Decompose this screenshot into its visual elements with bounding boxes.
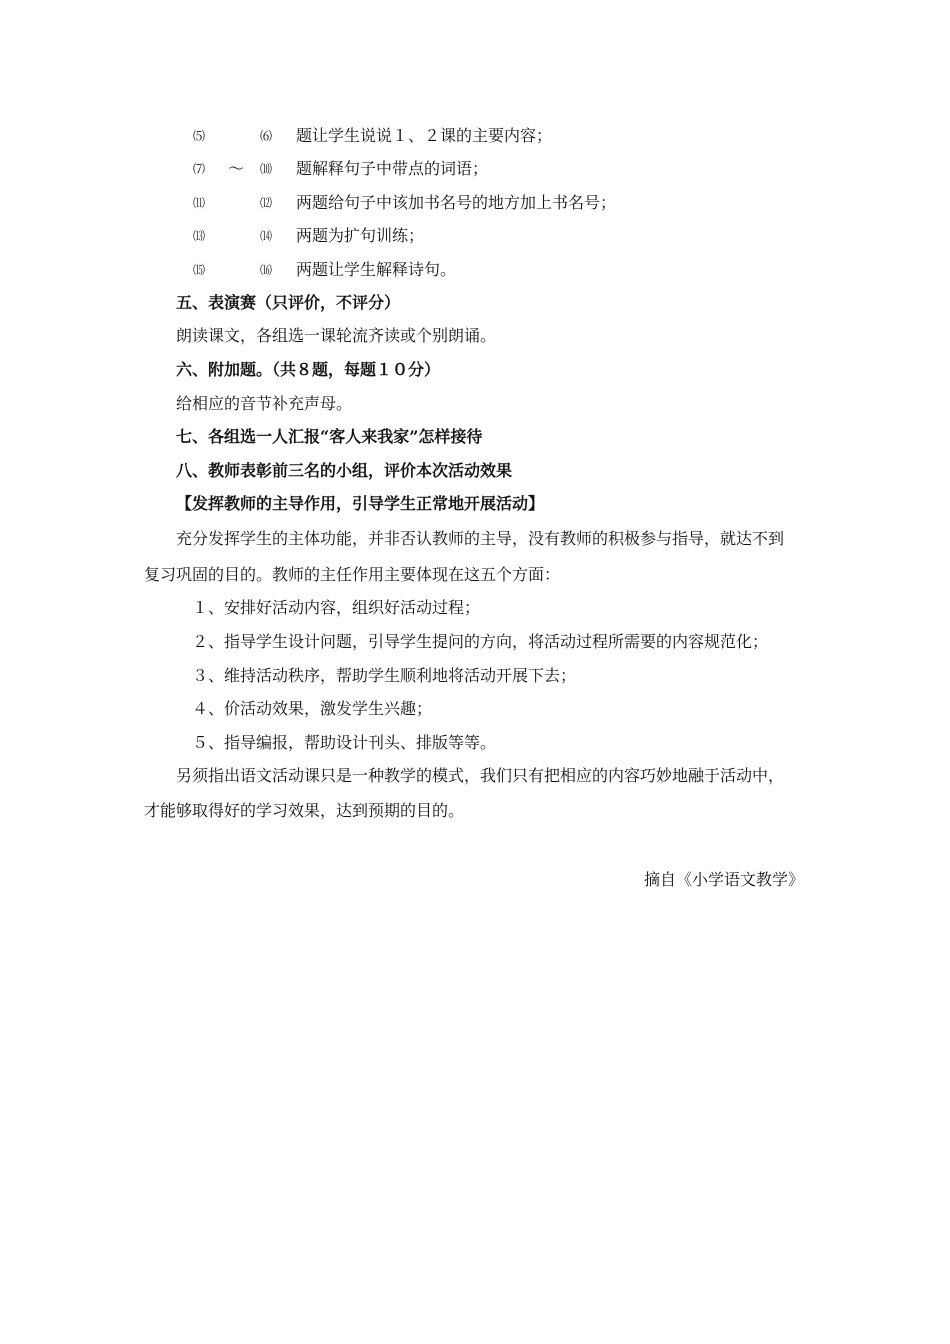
item-text: 两题给句子中该加书名号的地方加上书名号； [296, 193, 617, 212]
item-number-start: ⑺ [193, 162, 206, 176]
section-seven-heading: 七、各组选一人汇报“客人来我家”怎样接待 [176, 427, 483, 446]
item-number-end: ⒃ [260, 263, 273, 277]
item-number-end: ⑿ [260, 196, 273, 210]
list-item: ４、价活动效果，激发学生兴趣； [192, 699, 433, 718]
section-five-body: 朗读课文，各组选一课轮流齐读或个别朗诵。 [176, 326, 497, 345]
paragraph-line: 充分发挥学生的主体功能，并非否认教师的主导，没有教师的积极参与指导，就达不到 [176, 529, 785, 548]
item-number-start: ⒀ [193, 229, 206, 243]
item-number-start: ⑸ [193, 129, 206, 143]
item-number-start: ⒂ [193, 263, 206, 277]
list-item: １、安排好活动内容，组织好活动过程； [192, 598, 481, 617]
list-item: ５、指导编报，帮助设计刊头、排版等等。 [192, 733, 497, 752]
bracket-heading: 【发挥教师的主导作用，引导学生正常地开展活动】 [176, 494, 545, 513]
paragraph-line: 另须指出语文活动课只是一种教学的模式，我们只有把相应的内容巧妙地融于活动中， [176, 766, 785, 785]
item-text: 两题让学生解释诗句。 [296, 260, 457, 279]
paragraph-line: 复习巩固的目的。教师的主任作用主要体现在这五个方面： [144, 565, 561, 584]
item-number-end: ⑹ [260, 129, 273, 143]
section-six-body: 给相应的音节补充声母。 [176, 394, 353, 413]
list-item: ３、维持活动秩序，帮助学生顺利地将活动开展下去； [192, 666, 577, 685]
range-separator: ～ [228, 159, 245, 178]
item-text: 题解释句子中带点的词语； [296, 159, 489, 178]
item-text: 两题为扩句训练； [296, 226, 425, 245]
item-text: 题让学生说说１、２课的主要内容； [296, 126, 553, 145]
section-five-heading: 五、表演赛（只评价，不评分） [176, 293, 401, 312]
item-number-end: ⑽ [260, 162, 273, 176]
section-six-heading: 六、附加题。（共８题，每题１０分） [176, 360, 441, 379]
paragraph-line: 才能够取得好的学习效果，达到预期的目的。 [144, 801, 465, 820]
item-number-end: ⒁ [260, 229, 273, 243]
source-attribution: 摘自《小学语文教学》 [643, 870, 804, 889]
item-number-start: ⑾ [193, 196, 206, 210]
list-item: ２、指导学生设计问题，引导学生提问的方向，将活动过程所需要的内容规范化； [192, 632, 769, 651]
section-eight-heading: 八、教师表彰前三名的小组，评价本次活动效果 [176, 461, 513, 480]
